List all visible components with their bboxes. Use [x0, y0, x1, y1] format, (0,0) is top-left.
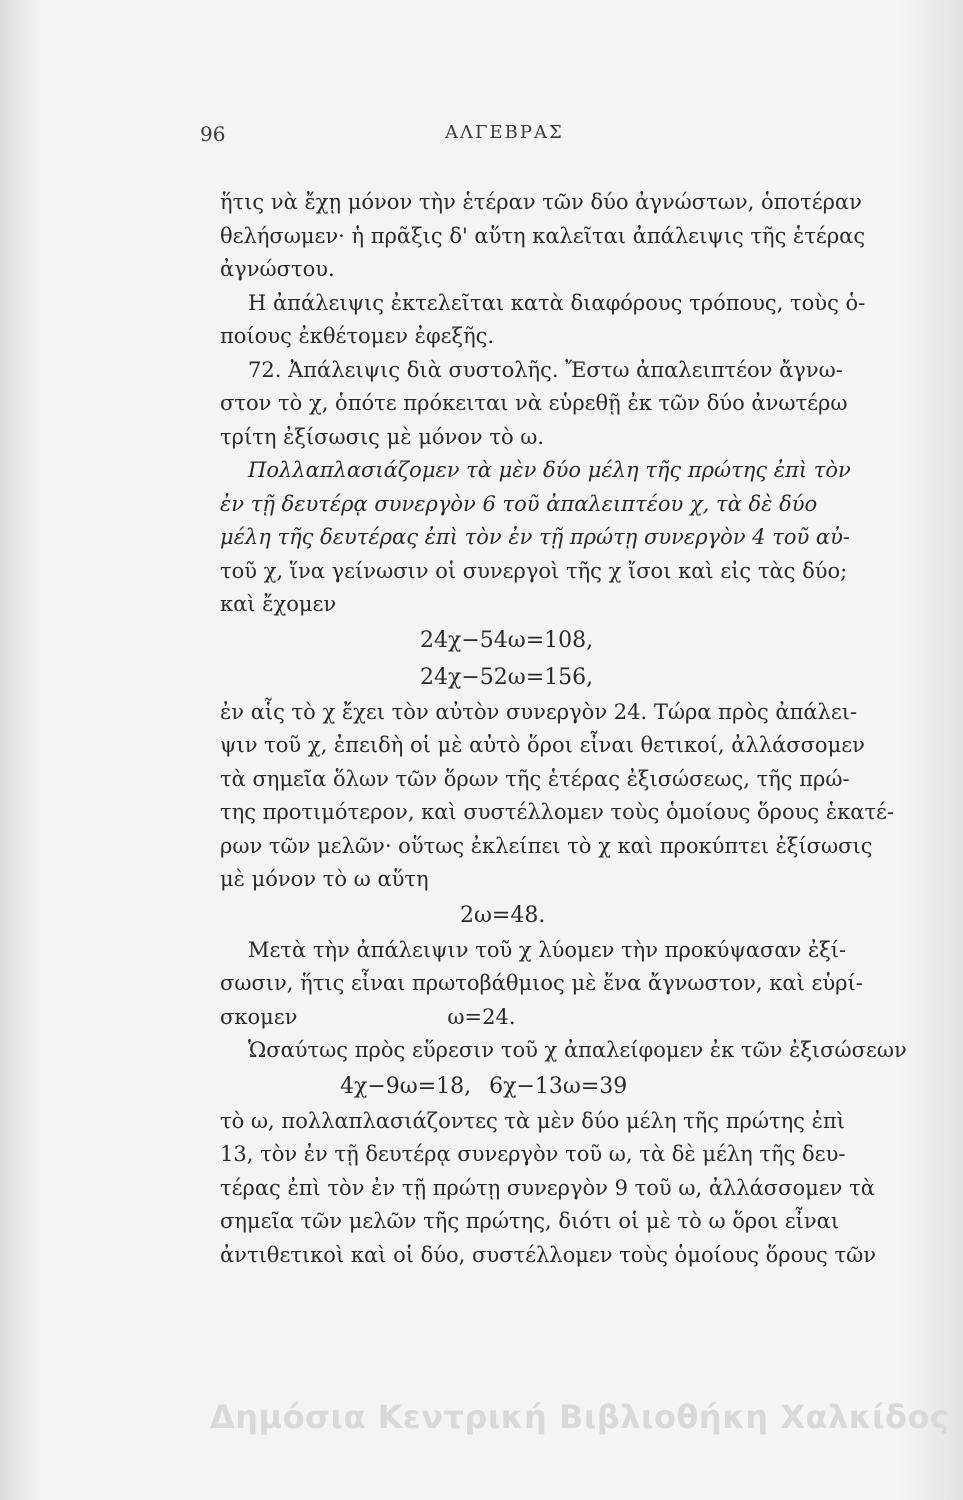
- equation-4: ω=24.: [447, 1004, 516, 1029]
- text-line: τέρας ἐπὶ τὸν ἐν τῇ πρώτῃ συνεργὸν 9 τοῦ ω, ἀλλάσσομεν τὰ: [220, 1175, 875, 1200]
- text-line: Μετὰ τὴν ἀπάλειψιν τοῦ χ λύομεν τὴν προκύψασαν ἐξί-: [248, 937, 847, 962]
- text-line: στον τὸ χ, ὁπότε πρόκειται νὰ εὑρεθῇ ἐκ τῶν δύο ἀνωτέρω: [220, 391, 848, 415]
- running-title: ΑΛΓΕΒΡΑΣ: [445, 122, 564, 143]
- text-line: Πολλαπλασιάζομεν τὰ μὲν δύο μέλη τῆς πρώτης ἐπὶ τὸν: [248, 458, 851, 482]
- text-fragment: σκομεν: [220, 1004, 298, 1029]
- text-line: μὲ μόνον τὸ ω αὕτη: [220, 867, 429, 891]
- text-line: καὶ ἔχομεν: [220, 592, 337, 616]
- text-line: τοῦ χ, ἵνα γείνωσιν οἱ συνεργοὶ τῆς χ ἴσοι καὶ εἰς τὰς δύο;: [220, 558, 848, 583]
- text-line: ἀντιθετικοὶ καὶ οἱ δύο, συστέλλομεν τοὺς ὁμοίους ὅρους τῶν: [220, 1242, 877, 1267]
- text-line: ἥτις νὰ ἔχῃ μόνον τὴν ἑτέραν τῶν δύο ἀγνώστων, ὁποτέραν: [220, 190, 862, 214]
- text-line: ρων τῶν μελῶν· οὕτως ἐκλείπει τὸ χ καὶ προκύπτει ἐξίσωσις: [220, 833, 873, 858]
- text-line: ἐν τῇ δευτέρᾳ συνεργὸν 6 τοῦ ἀπαλειπτέου χ, τὰ δὲ δύο: [220, 491, 818, 516]
- text-line: Ὡσαύτως πρὸς εὕρεσιν τοῦ χ ἀπαλείφομεν ἐκ τῶν ἐξισώσεων: [248, 1038, 907, 1062]
- equation-1: 24χ−54ω=108,: [420, 627, 594, 653]
- text-line: 13, τὸν ἐν τῇ δευτέρᾳ συνεργὸν τοῦ ω, τὰ δὲ μέλη τῆς δευ-: [220, 1142, 846, 1166]
- section-heading-line: 72. Ἀπάλειψις διὰ συστολῆς. Ἔστω ἀπαλειπτέον ἄγνω-: [248, 357, 843, 382]
- body-text: [220, 186, 910, 1272]
- text-line: τὸ ω, πολλαπλασιάζοντες τὰ μὲν δύο μέλη τῆς πρώτης ἐπὶ: [220, 1108, 845, 1133]
- equation-3: 2ω=48.: [460, 902, 546, 928]
- page-number: 96: [200, 122, 226, 146]
- text-line: ἐν αἷς τὸ χ ἔχει τὸν αὐτὸν συνεργὸν 24. Τώρα πρὸς ἀπάλει-: [220, 699, 858, 724]
- page-header: [200, 122, 800, 162]
- text-line: ψιν τοῦ χ, ἐπειδὴ οἱ μὲ αὐτὸ ὅροι εἶναι θετικοί, ἀλλάσσομεν: [220, 733, 865, 757]
- equation-5a: 4χ−9ω=18,: [340, 1073, 472, 1099]
- text-line: σωσιν, ἥτις εἶναι πρωτοβάθμιος μὲ ἕνα ἄγνωστον, καὶ εὑρί-: [220, 971, 863, 995]
- text-line: Η ἀπάλειψις ἐκτελεῖται κατὰ διαφόρους τρόπους, τοὺς ὁ-: [248, 290, 866, 315]
- text-line: ποίους ἐκθέτομεν ἐφεξῆς.: [220, 324, 495, 348]
- text-line: σημεῖα τῶν μελῶν τῆς πρώτης, διότι οἱ μὲ τὸ ω ὅροι εἶναι: [220, 1209, 840, 1233]
- text-line: θελήσωμεν· ἡ πρᾶξις δ' αὕτη καλεῖται ἀπάλειψις τῆς ἑτέρας: [220, 223, 866, 248]
- equation-5b: 6χ−13ω=39: [489, 1073, 628, 1099]
- text-line: μέλη τῆς δευτέρας ἐπὶ τὸν ἐν τῇ πρώτῃ συνεργὸν 4 τοῦ αὐ-: [220, 525, 850, 549]
- text-line: της προτιμότερον, καὶ συστέλλομεν τοὺς ὁμοίους ὅρους ἑκατέ-: [220, 800, 895, 824]
- text-line-with-equation: [220, 1001, 910, 1035]
- text-line: τὰ σημεῖα ὅλων τῶν ὅρων τῆς ἑτέρας ἐξισώσεως, τῆς πρώ-: [220, 766, 850, 791]
- text-line: ἀγνώστου.: [220, 257, 335, 281]
- equation-2: 24χ−52ω=156,: [420, 664, 594, 690]
- text-line: τρίτη ἐξίσωσις μὲ μόνον τὸ ω.: [220, 424, 545, 449]
- library-watermark: Δημόσια Κεντρική Βιβλιοθήκη Χαλκίδος: [210, 1398, 950, 1436]
- equation-pair: [220, 1068, 910, 1105]
